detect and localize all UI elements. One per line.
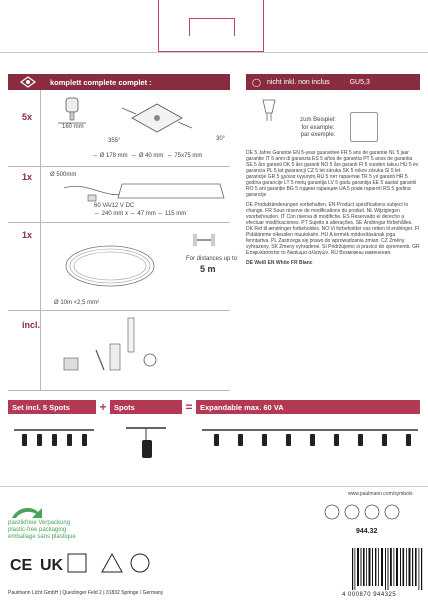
recycle-icons [322,500,412,524]
row-qty-3: 1x [22,230,33,240]
wire-spec: Ø 10m <2,5 mm² [54,300,100,306]
not-included-label: nicht inkl. non inclus [266,78,330,86]
footer-rule [0,486,428,487]
certification-icons [8,548,178,578]
spot-dims: ⇔ Ø 178 mm ⇔ Ø 40 mm ⇔ 75x75 mm [92,153,203,159]
divider-2 [8,222,230,223]
spots-band: Spots [110,400,182,414]
svg-text:UK: UK [40,557,64,574]
set-band: Set incl. 5 Spots [8,400,96,414]
wire-coil-icon [60,236,160,296]
equals-sign: = [185,400,193,414]
row-qty-2: 1x [22,172,33,182]
expandable-band: Expandable max. 60 VA [196,400,420,414]
expandable-illustration [200,416,420,476]
included-label: komplett complete complet : [50,77,152,87]
disclaimer-paragraph: DE Produktänderungen vorbehalten. EN Product specifications subject to change. FR Sous réserve de modifications du produit. NL Wijzigingen voorbehouden. IT Con riserva di modifiche. ES Reservado el derecho a efectuar modificaciones. PT Sujeito a alterações. SE Ändringar förbehålles. DK Ret til ændringer forbeholdes. NO Vi forbeholder oss retten til endringer. FI Pidätämme oikeuden muutoksiin. HU A termék módosításának joga fenntartva. PL Zastrzega się prawo do wprowadzania zmian. CZ Změny vyhrazeny. SK Zmeny vyhradené. SI Pridržujemo si pravico do sprememb. GR Επιφυλάσσεται το δικαίωμα αλλαγών. RU Возможны изменения. [246,202,420,256]
transformer-spec: 60 VA/12 V DC [94,203,135,209]
rotation-angle: 355° [108,138,121,144]
lamp-type: GU5,3 [349,78,370,86]
top-rule [0,52,428,53]
not-included-header [246,74,420,90]
example-bulb-image [350,112,378,142]
barcode-icon [350,546,426,592]
lamp-icon [8,74,48,90]
plus-sign: + [99,400,107,414]
included-header [8,74,230,90]
gu53-bulb-icon [262,98,276,124]
guarantee-paragraph: DE 5 Jahre Garantie EN 5-year guarantee FR 5 ans de garantie NL 5 jaar garantie IT 5 anni di garanzia ES 5 años de garantía PT 5 anos de garantia SE 5 års garanti DK 5 års garanti NO 5 års garanti FI 5 vuoden takuu HU 5 év garancia PL 5 lat gwarancji CZ 5 let záruka SK 5 rokov záruka SI 5 let garancije GR 5 χρόνια εγγύηση RU 5 лет гарантии TR 5 yıl garanti HR 5 godina garancije LT 5 metų garantija LV 5 gadu garantija EE 5 aastat garantii RO 5 ani garanție BG 5 години гаранция UA 5 років гарантії RS 5 godina garancije [246,150,419,198]
spot-lamp-icon [58,96,86,126]
distance-value: 5 m [200,264,216,274]
example-text: zum Beispiel: for example: par exemple: [300,117,336,138]
transformer-icon [58,178,228,208]
distance-icon [192,232,216,248]
row-qty-1: 5x [22,112,33,122]
web-link[interactable]: www.paulmann.com/symbols [348,491,413,497]
divider-3 [8,310,230,311]
color-paragraph: DE Weiß EN White FR Blanc [246,260,313,266]
spot-illustration [126,418,166,474]
sku-number: 944.32 [356,528,378,535]
divider-4 [8,390,230,391]
plastic-free-icon [8,504,48,520]
svg-text:CE: CE [10,557,33,574]
packaging-text: plastikfreie Verpackung plastic-free packaging emballage sans plastique [8,520,76,540]
tilt-angle: 30° [216,136,226,142]
barcode-number: 4 000870 944325 [342,592,397,598]
distance-note: For distances up to [186,256,238,262]
crop-mark [158,0,264,52]
guarantee-text [246,150,420,270]
spot-height: 160 mm [62,124,84,130]
accessories-icon [56,316,216,378]
bulb-icon: ◯ [252,77,261,87]
cable-length: Ø 500mm [50,172,77,178]
transformer-dims: ⇔ 240 mm x ⇔ 47 mm ⇔ 115 mm [94,211,187,217]
left-divider [40,90,41,390]
transformer-mount-icon [122,96,192,146]
set-illustration [10,416,96,476]
divider-1 [8,166,230,167]
company-address: Paulmann Licht GmbH | Quezlinger Feld 2 | 31832 Springe / Germany [8,590,164,596]
row-qty-4: incl. [22,320,41,330]
